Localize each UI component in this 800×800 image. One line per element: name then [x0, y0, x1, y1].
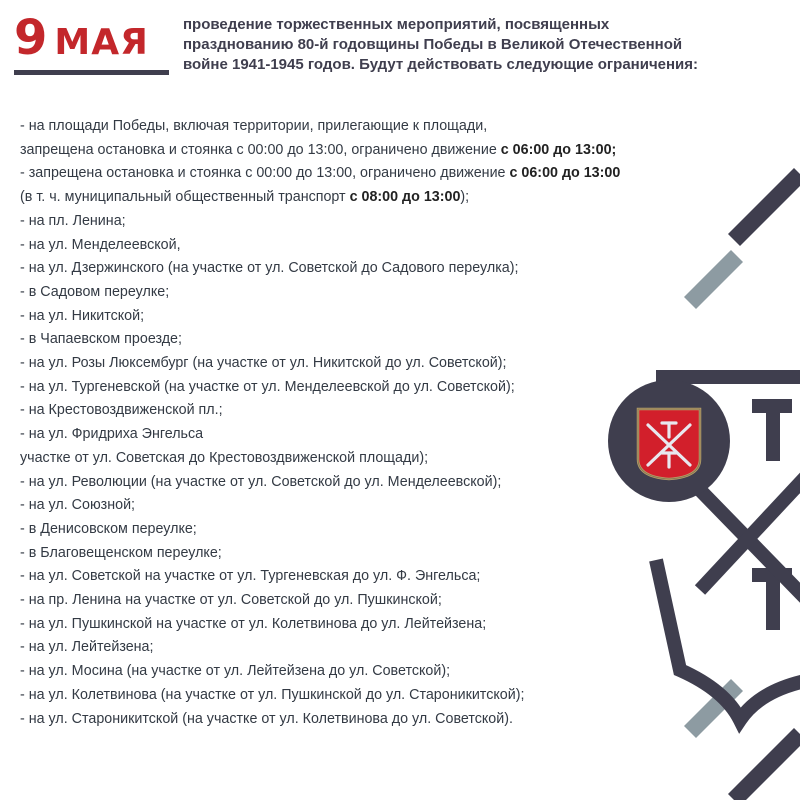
list-item-text: (в т. ч. муниципальный общественный транспорт [20, 189, 350, 206]
list-item: - на пр. Ленина на участке от ул. Советской до ул. Пушкинской; [20, 592, 442, 609]
intro-line: проведение торжественных мероприятий, посвященных [183, 16, 610, 33]
header-intro [183, 15, 795, 75]
list-item-time: с 08:00 до 13:00 [349, 189, 461, 206]
list-item-text-end: ); [460, 189, 470, 206]
list-item: - на ул. Розы Люксембург (на участке от ул. Никитской до ул. Советской); [20, 355, 507, 372]
list-item: - на ул. Колетвинова (на участке от ул. Пушкинской до ул. Староникитской); [20, 686, 525, 703]
list-item: - на ул. Союзной; [20, 497, 136, 514]
list-item: - на ул. Тургеневской (на участке от ул. Менделеевской до ул. Советской); [20, 378, 515, 395]
list-item: - на ул. Менделеевской, [20, 236, 181, 253]
intro-line: празднованию 80-й годовщины Победы в Великой Отечественной [183, 36, 683, 53]
list-item: - на ул. Дзержинского (на участке от ул. Советской до Садового переулка); [20, 260, 519, 277]
restrictions-list [20, 115, 740, 731]
list-item: участке от ул. Советская до Крестовоздвиженской площади); [20, 449, 429, 466]
list-item: - на ул. Мосина (на участке от ул. Лейтейзена до ул. Советской); [20, 663, 451, 680]
list-item: - в Чапаевском проезде; [20, 331, 182, 348]
intro-line: войне 1941-1945 годов. Будут действовать следующие ограничения: [183, 56, 699, 73]
list-item [20, 139, 740, 163]
list-item: - в Денисовском переулке; [20, 520, 197, 537]
list-item: - на ул. Пушкинской на участке от ул. Колетвинова до ул. Лейтейзена; [20, 615, 487, 632]
list-item: - на ул. Староникитской (на участке от ул. Колетвинова до ул. Советской). [20, 710, 513, 727]
list-item-time: с 06:00 до 13:00 [509, 165, 621, 182]
list-item: - на ул. Фридриха Энгельса [20, 426, 204, 443]
list-item [20, 162, 740, 186]
list-item: - на ул. Лейтейзена; [20, 639, 154, 656]
list-item: - на Крестовоздвиженской пл.; [20, 402, 223, 419]
list-item: - в Благовещенском переулке; [20, 544, 222, 561]
list-item-text: запрещена остановка и стоянка с 00:00 до 13:00, ограничено движение [20, 141, 501, 158]
list-item: - на ул. Советской на участке от ул. Тургеневская до ул. Ф. Энгельса; [20, 568, 481, 585]
list-item: - на площади Победы, включая территории, прилегающие к площади, [20, 118, 488, 134]
list-item-text: - запрещена остановка и стоянка с 00:00 до 13:00, ограничено движение [20, 165, 510, 182]
list-item-time: с 06:00 до 13:00; [500, 141, 617, 158]
date-underline [14, 70, 169, 75]
list-item: - на пл. Ленина; [20, 212, 126, 229]
list-item: - в Садовом переулке; [20, 283, 170, 300]
list-item [20, 186, 740, 210]
list-item: - на ул. Никитской; [20, 307, 145, 324]
date-title [14, 10, 149, 66]
date-month: МАЯ [54, 22, 149, 63]
date-day: 9 [14, 10, 47, 66]
list-item: - на ул. Революции (на участке от ул. Советской до ул. Менделеевской); [20, 473, 502, 490]
